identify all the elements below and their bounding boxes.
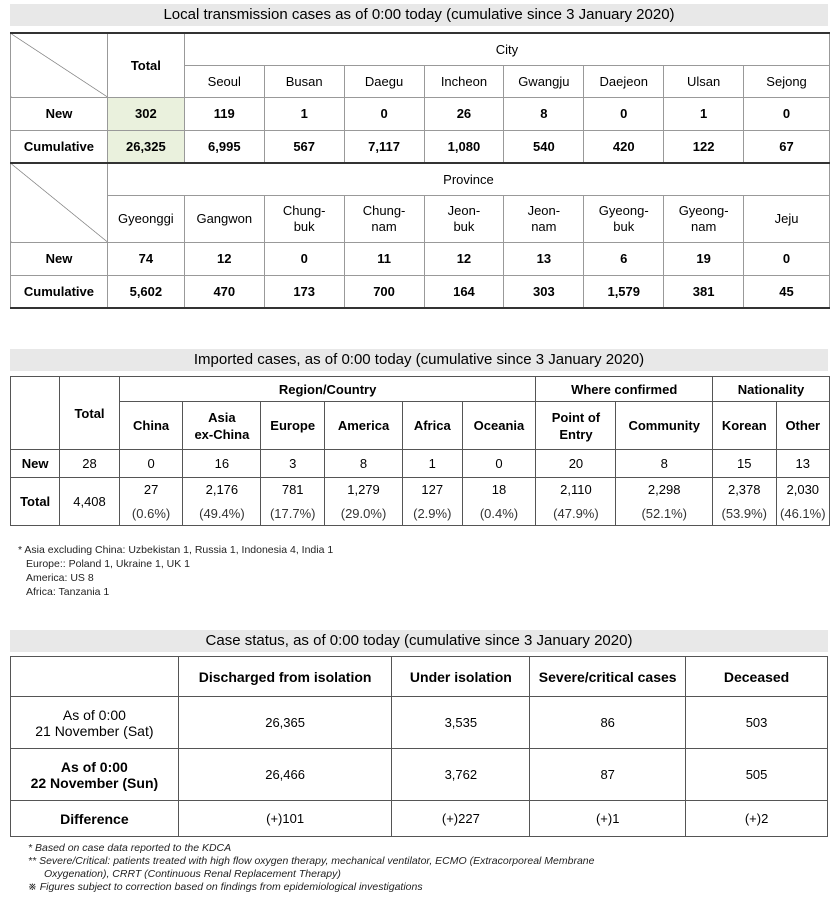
imported-percent-africa: (2.9%): [403, 502, 463, 526]
imported-header-asia-ex-china: Asia ex-China: [183, 402, 261, 450]
note-severe-critical: ** Severe/Critical: patients treated with high flow oxygen therapy, mechanical ventilator, ECMO (Extracorporeal Membrane: [28, 855, 595, 867]
imported-new-other: 13: [776, 450, 829, 478]
deceased-value: 505: [686, 749, 828, 801]
severe-critical-value: 87: [530, 749, 686, 801]
province-cumulative-row: [11, 275, 830, 308]
city-new-daegu: 0: [344, 97, 424, 130]
imported-new-korean: 15: [712, 450, 776, 478]
province-name-jeon-nam: Jeon- nam: [504, 195, 584, 242]
note-europe: Europe:: Poland 1, Ukraine 1, UK 1: [26, 558, 191, 570]
province-header: Province: [107, 163, 829, 195]
province-cumulative-gangwon: 470: [184, 275, 264, 308]
status-notes: [28, 842, 594, 894]
imported-total-america: 1,279: [325, 478, 403, 502]
city-cumulative-daejeon: 420: [584, 130, 664, 163]
under-isolation-value: 3,535: [392, 697, 530, 749]
province-cumulative-chung-nam: 700: [344, 275, 424, 308]
imported-total-oceania: 18: [462, 478, 536, 502]
imported-new-community: 8: [616, 450, 712, 478]
imported-percent-europe: (17.7%): [261, 502, 325, 526]
note-correction: ※ Figures subject to correction based on findings from epidemiological investigations: [28, 881, 423, 893]
imported-total-total: 4,408: [60, 478, 120, 526]
city-new-gwangju: 8: [504, 97, 584, 130]
imported-total-point-of-entry: 2,110: [536, 478, 616, 502]
imported-percent-other: (46.1%): [776, 502, 829, 526]
city-new-row: [11, 97, 830, 130]
total-cumulative-value: 26,325: [107, 130, 184, 163]
row-label-line1: As of 0:00: [60, 758, 128, 775]
header-under-isolation: Under isolation: [392, 657, 530, 697]
imported-header-europe: Europe: [261, 402, 325, 450]
imported-new-america: 8: [325, 450, 403, 478]
imported-percent-asia-ex-china: (49.4%): [183, 502, 261, 526]
province-new-gangwon: 12: [184, 242, 264, 275]
case-status-table: [10, 656, 828, 837]
city-cumulative-daegu: 7,117: [344, 130, 424, 163]
imported-header-africa: Africa: [403, 402, 463, 450]
imported-percent-china: (0.6%): [119, 502, 183, 526]
nationality-header: Nationality: [712, 377, 829, 402]
deceased-diff: (+)2: [686, 801, 828, 837]
province-names-row: [11, 195, 830, 242]
province-cumulative-gyeong-buk: 1,579: [584, 275, 664, 308]
imported-percent-korean: (53.9%): [712, 502, 776, 526]
imported-cases-title: Imported cases, as of 0:00 today (cumulative since 3 January 2020): [10, 349, 828, 371]
imported-header-korean: Korean: [712, 402, 776, 450]
severe-critical-value: 86: [530, 697, 686, 749]
imported-total-africa: 127: [403, 478, 463, 502]
province-new-chung-nam: 11: [344, 242, 424, 275]
imported-total-community: 2,298: [616, 478, 712, 502]
city-cumulative-gwangju: 540: [504, 130, 584, 163]
imported-new-asia-ex-china: 16: [183, 450, 261, 478]
imported-header-america: America: [325, 402, 403, 450]
status-row-22-nov: [11, 749, 828, 801]
city-new-busan: 1: [264, 97, 344, 130]
city-new-incheon: 26: [424, 97, 504, 130]
row-label-21-nov: [11, 697, 179, 749]
imported-new-oceania: 0: [462, 450, 536, 478]
row-label-new: New: [11, 97, 108, 130]
imported-cases-table: [10, 376, 830, 526]
severe-critical-diff: (+)1: [530, 801, 686, 837]
note-severe-critical-cont: Oxygenation), CRRT (Continuous Renal Replacement Therapy): [44, 868, 341, 880]
row-label-new: New: [11, 450, 60, 478]
header-discharged: Discharged from isolation: [178, 657, 392, 697]
imported-total-row: [11, 478, 830, 502]
row-label-new: New: [11, 242, 108, 275]
imported-percent-oceania: (0.4%): [462, 502, 536, 526]
province-name-gyeonggi: Gyeonggi: [107, 195, 184, 242]
case-status-title: Case status, as of 0:00 today (cumulative since 3 January 2020): [10, 630, 828, 652]
local-transmission-table: [10, 32, 830, 309]
province-cumulative-chung-buk: 173: [264, 275, 344, 308]
province-cumulative-jeon-nam: 303: [504, 275, 584, 308]
imported-header-other: Other: [776, 402, 829, 450]
imported-new-china: 0: [119, 450, 183, 478]
province-new-gyeong-buk: 6: [584, 242, 664, 275]
province-name-jeon-buk: Jeon- buk: [424, 195, 504, 242]
city-new-sejong: 0: [744, 97, 830, 130]
province-new-row: [11, 242, 830, 275]
imported-header-point-of-entry: Point of Entry: [536, 402, 616, 450]
imported-total-europe: 781: [261, 478, 325, 502]
under-isolation-diff: (+)227: [392, 801, 530, 837]
imported-total-header: Total: [60, 377, 120, 450]
imported-column-headers: [11, 402, 830, 450]
under-isolation-value: 3,762: [392, 749, 530, 801]
city-cumulative-row: [11, 130, 830, 163]
province-cumulative-gyeonggi: 5,602: [107, 275, 184, 308]
city-new-seoul: 119: [184, 97, 264, 130]
province-name-gangwon: Gangwon: [184, 195, 264, 242]
province-cumulative-jeon-buk: 164: [424, 275, 504, 308]
row-label-line1: As of 0:00: [62, 706, 126, 723]
province-new-chung-buk: 0: [264, 242, 344, 275]
header-severe-critical: Severe/critical cases: [530, 657, 686, 697]
row-label-cumulative: Cumulative: [11, 275, 108, 308]
city-name-gwangju: Gwangju: [504, 65, 584, 97]
diagonal-header-cell: [11, 163, 108, 242]
region-country-header: Region/Country: [119, 377, 536, 402]
discharged-value: 26,466: [178, 749, 392, 801]
imported-total-asia-ex-china: 2,176: [183, 478, 261, 502]
imported-percent-community: (52.1%): [616, 502, 712, 526]
total-new-value: 302: [107, 97, 184, 130]
province-new-jeon-buk: 12: [424, 242, 504, 275]
header-deceased: Deceased: [686, 657, 828, 697]
city-header: City: [184, 33, 829, 65]
total-header: Total: [107, 33, 184, 97]
note-kdca: * Based on case data reported to the KDCA: [28, 842, 232, 854]
empty-corner-cell: [11, 377, 60, 450]
city-cumulative-sejong: 67: [744, 130, 830, 163]
imported-total-korean: 2,378: [712, 478, 776, 502]
imported-header-china: China: [119, 402, 183, 450]
province-new-jeon-nam: 13: [504, 242, 584, 275]
discharged-value: 26,365: [178, 697, 392, 749]
imported-percent-row: [11, 502, 830, 526]
city-name-ulsan: Ulsan: [664, 65, 744, 97]
imported-new-row: [11, 450, 830, 478]
imported-notes: [18, 543, 333, 599]
province-new-gyeong-nam: 19: [664, 242, 744, 275]
province-cumulative-gyeong-nam: 381: [664, 275, 744, 308]
city-name-busan: Busan: [264, 65, 344, 97]
row-label-22-nov: [11, 749, 179, 801]
local-transmission-title: Local transmission cases as of 0:00 today (cumulative since 3 January 2020): [10, 4, 828, 26]
province-name-jeju: Jeju: [744, 195, 830, 242]
province-name-gyeong-nam: Gyeong- nam: [664, 195, 744, 242]
deceased-value: 503: [686, 697, 828, 749]
imported-total-china: 27: [119, 478, 183, 502]
note-america: America: US 8: [26, 572, 94, 584]
province-new-gyeonggi: 74: [107, 242, 184, 275]
status-row-difference: [11, 801, 828, 837]
city-name-sejong: Sejong: [744, 65, 830, 97]
province-cumulative-jeju: 45: [744, 275, 830, 308]
empty-corner-cell: [11, 657, 179, 697]
city-new-ulsan: 1: [664, 97, 744, 130]
imported-new-africa: 1: [403, 450, 463, 478]
imported-percent-america: (29.0%): [325, 502, 403, 526]
where-confirmed-header: Where confirmed: [536, 377, 713, 402]
city-name-incheon: Incheon: [424, 65, 504, 97]
imported-total-new: 28: [60, 450, 120, 478]
row-label-line2: 22 November (Sun): [30, 774, 159, 791]
imported-header-community: Community: [616, 402, 712, 450]
imported-percent-point-of-entry: (47.9%): [536, 502, 616, 526]
imported-total-other: 2,030: [776, 478, 829, 502]
imported-header-oceania: Oceania: [462, 402, 536, 450]
city-name-daegu: Daegu: [344, 65, 424, 97]
row-label-line2: 21 November (Sat): [35, 722, 154, 739]
note-asia: * Asia excluding China: Uzbekistan 1, Russia 1, Indonesia 4, India 1: [18, 544, 334, 556]
imported-new-point-of-entry: 20: [536, 450, 616, 478]
city-new-daejeon: 0: [584, 97, 664, 130]
diagonal-header-cell: [11, 33, 108, 97]
status-row-21-nov: [11, 697, 828, 749]
row-label-total: Total: [11, 478, 60, 526]
row-label-difference: Difference: [11, 801, 179, 837]
note-africa: Africa: Tanzania 1: [26, 586, 110, 598]
city-name-seoul: Seoul: [184, 65, 264, 97]
discharged-diff: (+)101: [178, 801, 392, 837]
city-cumulative-busan: 567: [264, 130, 344, 163]
province-name-chung-buk: Chung- buk: [264, 195, 344, 242]
city-cumulative-incheon: 1,080: [424, 130, 504, 163]
row-label-cumulative: Cumulative: [11, 130, 108, 163]
province-name-gyeong-buk: Gyeong- buk: [584, 195, 664, 242]
province-name-chung-nam: Chung- nam: [344, 195, 424, 242]
city-cumulative-ulsan: 122: [664, 130, 744, 163]
city-cumulative-seoul: 6,995: [184, 130, 264, 163]
city-name-daejeon: Daejeon: [584, 65, 664, 97]
province-new-jeju: 0: [744, 242, 830, 275]
imported-new-europe: 3: [261, 450, 325, 478]
